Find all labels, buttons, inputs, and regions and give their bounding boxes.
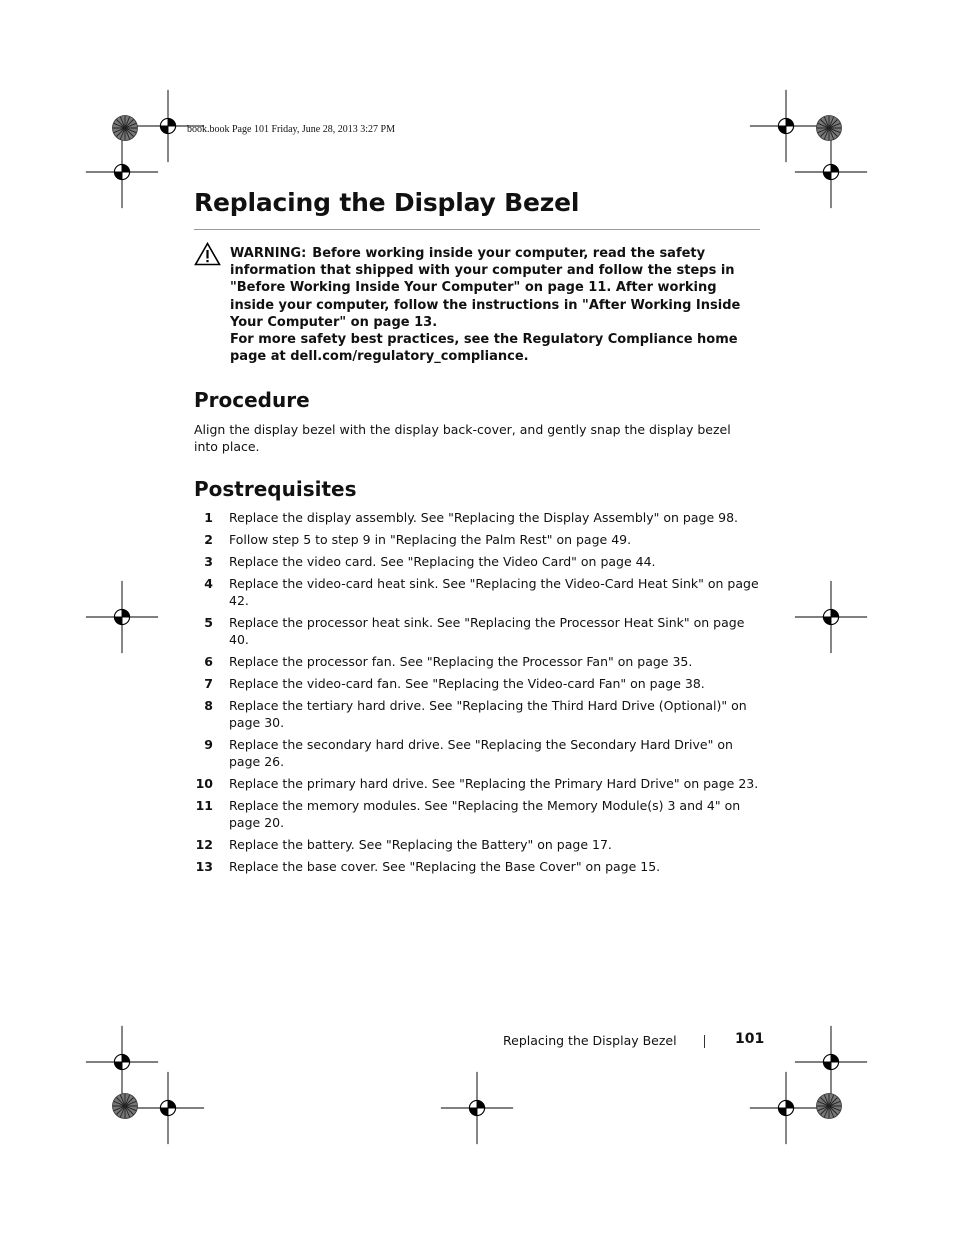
registration-sunburst-icon [815, 114, 843, 142]
footer-separator [704, 1035, 705, 1048]
step-text: Replace the video-card heat sink. See "Replacing the Video-Card Heat Sink" on page 42. [229, 576, 759, 608]
registration-sunburst-icon [111, 1092, 139, 1120]
step-item [194, 858, 764, 875]
procedure-text: Align the display bezel with the display back-cover, and gently snap the display bezel into place. [194, 422, 731, 454]
step-text: Replace the battery. See "Replacing the Battery" on page 17. [229, 837, 612, 852]
title-rule [194, 229, 760, 230]
registration-sunburst-icon [815, 1092, 843, 1120]
warning-triangle-icon [194, 242, 221, 266]
step-text: Replace the video-card fan. See "Replacing the Video-card Fan" on page 38. [229, 676, 705, 691]
footer-page-number: 101 [735, 1031, 765, 1047]
warning-body: Before working inside your computer, read the safety information that shipped with your computer and follow the steps in "Before Working Inside Your Computer" on page 11. After working inside your computer, follow the instructions in "After Working Inside Your Computer" on page 13. [230, 246, 741, 330]
step-text: Follow step 5 to step 9 in "Replacing the Palm Rest" on page 49. [229, 532, 632, 547]
postrequisites-steps [194, 509, 764, 880]
step-item [194, 614, 764, 648]
step-text: Replace the video card. See "Replacing the Video Card" on page 44. [229, 554, 656, 569]
step-number: 7 [204, 676, 213, 691]
registration-crosshair-icon [84, 579, 160, 655]
step-item [194, 509, 764, 526]
step-number: 12 [195, 837, 213, 852]
registration-sunburst-icon [111, 114, 139, 142]
step-item [194, 736, 764, 770]
step-number: 4 [204, 576, 213, 591]
footer-section-title: Replacing the Display Bezel [503, 1033, 677, 1048]
step-item [194, 775, 764, 792]
step-number: 8 [204, 698, 213, 713]
step-text: Replace the tertiary hard drive. See "Replacing the Third Hard Drive (Optional)" on page 30. [229, 698, 747, 730]
step-item [194, 836, 764, 853]
step-item [194, 653, 764, 670]
step-number: 13 [195, 859, 213, 874]
step-text: Replace the processor fan. See "Replacing the Processor Fan" on page 35. [229, 654, 693, 669]
registration-crosshair-icon [793, 579, 869, 655]
warning-body-2: For more safety best practices, see the Regulatory Compliance home page at dell.com/regulatory_compliance. [230, 332, 738, 365]
step-text: Replace the processor heat sink. See "Replacing the Processor Heat Sink" on page 40. [229, 615, 745, 647]
step-text: Replace the base cover. See "Replacing the Base Cover" on page 15. [229, 859, 661, 874]
step-text: Replace the secondary hard drive. See "Replacing the Secondary Hard Drive" on page 26. [229, 737, 733, 769]
registration-crosshair-icon [793, 134, 869, 210]
step-number: 3 [204, 554, 213, 569]
step-number: 9 [204, 737, 213, 752]
step-item [194, 797, 764, 831]
step-text: Replace the display assembly. See "Replacing the Display Assembly" on page 98. [229, 510, 739, 525]
page-title: Replacing the Display Bezel [194, 188, 580, 217]
step-number: 1 [204, 510, 213, 525]
step-item [194, 697, 764, 731]
registration-crosshair-icon [84, 134, 160, 210]
step-item [194, 553, 764, 570]
warning-text [230, 245, 764, 365]
step-number: 10 [195, 776, 213, 791]
step-item [194, 675, 764, 692]
registration-crosshair-icon [439, 1070, 515, 1146]
step-item [194, 575, 764, 609]
procedure-heading: Procedure [194, 388, 310, 412]
step-text: Replace the memory modules. See "Replacing the Memory Module(s) 3 and 4" on page 20. [229, 798, 741, 830]
step-number: 2 [204, 532, 213, 547]
step-text: Replace the primary hard drive. See "Replacing the Primary Hard Drive" on page 23. [229, 776, 759, 791]
step-number: 5 [204, 615, 213, 630]
step-item [194, 531, 764, 548]
warning-label: WARNING: [230, 246, 307, 261]
step-number: 6 [204, 654, 213, 669]
print-header-note: book.book Page 101 Friday, June 28, 2013 3:27 PM [187, 124, 395, 135]
registration-crosshair-icon [748, 1070, 824, 1146]
step-number: 11 [195, 798, 213, 813]
registration-crosshair-icon [130, 1070, 206, 1146]
postrequisites-heading: Postrequisites [194, 477, 357, 501]
